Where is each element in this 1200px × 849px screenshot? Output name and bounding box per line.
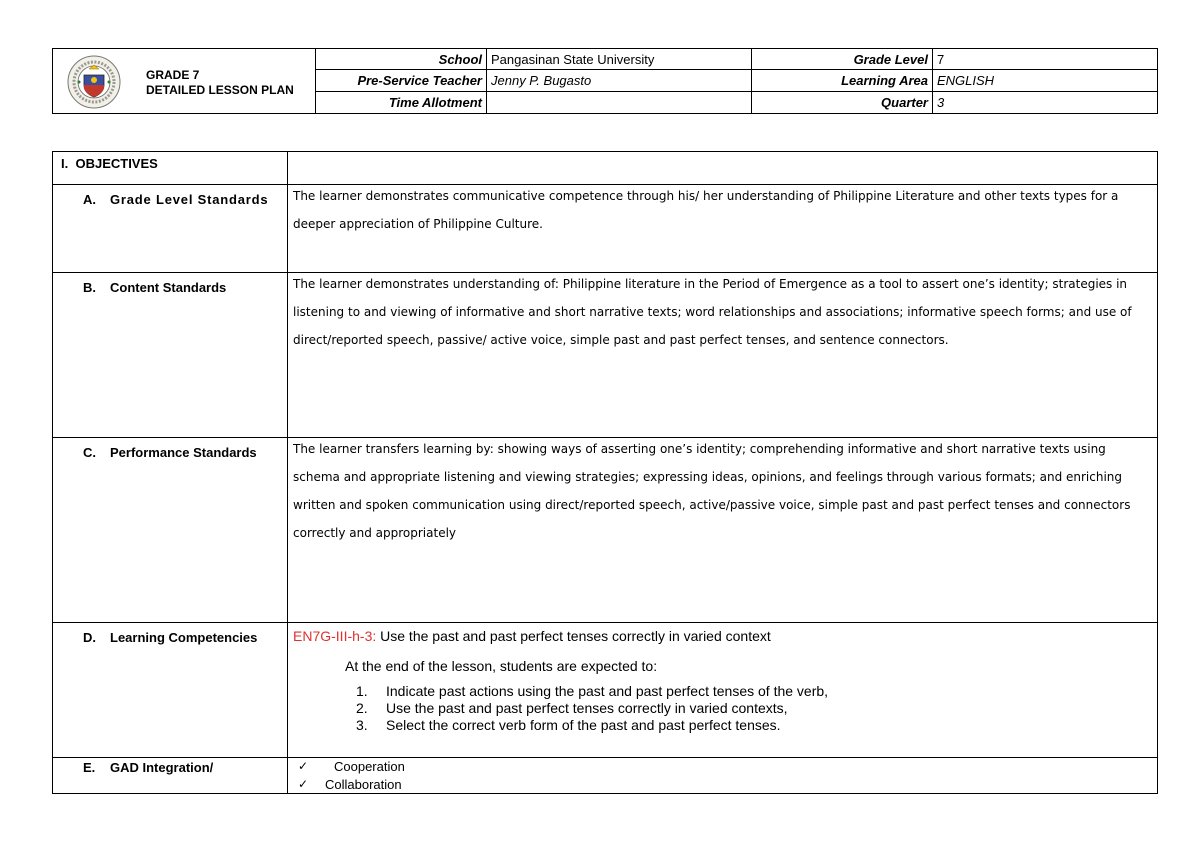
plan-title-line2: DETAILED LESSON PLAN (146, 83, 294, 97)
paragraph: listening to and viewing of informative and short narrative texts; word relationships and associations; informative speech forms; and use of (293, 305, 1132, 319)
list-item: 2. Use the past and past perfect tenses correctly in varied contexts, (356, 700, 788, 716)
competency-code: EN7G-III-h-3: (293, 628, 377, 644)
header-info-grid (316, 49, 1157, 113)
list-item: 3. Select the correct verb form of the past and past perfect tenses. (356, 717, 781, 733)
teacher-label: Pre-Service Teacher (316, 70, 487, 91)
checkmark-icon: ✓ (298, 777, 309, 791)
performance-standards-row (53, 438, 1157, 623)
paragraph: The learner demonstrates understanding of: Philippine literature in the Period of Emergence as a tool to assert one’s identity; strategies in (293, 277, 1128, 291)
competency-intro: At the end of the lesson, students are expected to: (345, 658, 658, 674)
list-item: ✓ Cooperation (298, 759, 405, 774)
paragraph: written and spoken communication using direct/reported speech, active/passive voice, simple past and past perfect tenses and connectors (293, 498, 1131, 512)
paragraph: deeper appreciation of Philippine Culture. (293, 217, 543, 231)
list-item: 1. Indicate past actions using the past and past perfect tenses of the verb, (356, 683, 829, 699)
learning-competencies-label: Learning Competencies (110, 630, 258, 645)
quarter-label: Quarter (752, 92, 933, 113)
content-standards-label-cell (53, 273, 288, 437)
gad-integration-label: GAD Integration/ (110, 760, 214, 775)
grade-level-standards-label: Grade Level Standards (110, 192, 269, 207)
objectives-heading-value (288, 152, 1157, 184)
header-row-school (316, 49, 1157, 70)
school-value: Pangasinan State University (487, 49, 752, 69)
learning-competencies-text (288, 623, 1157, 757)
time-allotment-value (487, 92, 752, 113)
plan-title (146, 68, 294, 98)
content-standards-label: Content Standards (110, 280, 227, 295)
paragraph: direct/reported speech, passive/ active voice, simple past and past perfect tenses, and sentence connectors. (293, 333, 949, 347)
grade-level-value: 7 (937, 52, 945, 67)
grade-level-label: Grade Level (752, 49, 933, 69)
performance-standards-label-cell (53, 438, 288, 622)
plan-title-line1: GRADE 7 (146, 68, 200, 82)
row-letter: E. (83, 760, 96, 775)
gad-integration-label-cell (53, 758, 288, 793)
row-letter: B. (83, 280, 96, 295)
paragraph: correctly and appropriately (293, 526, 457, 540)
competency-list (293, 683, 1149, 734)
learning-area-label: Learning Area (752, 70, 933, 91)
objectives-heading-cell (53, 152, 288, 184)
header-row-time (316, 92, 1157, 113)
row-letter: C. (83, 445, 96, 460)
deped-seal-icon (67, 55, 121, 109)
paragraph: The learner demonstrates communicative competence through his/ her understanding of Philippine Literature and other texts types for a (293, 189, 1119, 203)
school-label: School (316, 49, 487, 69)
objectives-table (52, 151, 1158, 794)
grade-level-standards-label-cell (53, 185, 288, 272)
logo-cell (53, 49, 316, 113)
header-row-teacher (316, 70, 1157, 92)
content-standards-row (53, 273, 1157, 438)
gad-integration-row (53, 758, 1157, 793)
grade-level-standards-row (53, 185, 1157, 273)
row-letter: D. (83, 630, 96, 645)
grade-level-standards-text (288, 185, 1157, 272)
teacher-value: Jenny P. Bugasto (487, 70, 752, 91)
paragraph: The learner transfers learning by: showing ways of asserting one’s identity; comprehending informative and short narrative texts using (293, 442, 1106, 456)
performance-standards-text (288, 438, 1157, 622)
competency-line (293, 628, 1149, 645)
row-letter: A. (83, 192, 96, 207)
competency-text: Use the past and past perfect tenses correctly in varied context (376, 628, 771, 644)
performance-standards-label: Performance Standards (110, 445, 257, 460)
objectives-heading-row (53, 152, 1157, 185)
objectives-heading: I. OBJECTIVES (61, 156, 158, 171)
quarter-value: 3 (937, 95, 945, 110)
learning-competencies-label-cell (53, 623, 288, 757)
paragraph: schema and appropriate listening and viewing strategies; expressing ideas, opinions, and feelings through various formats; and enriching (293, 470, 1123, 484)
lesson-plan-header (52, 48, 1158, 114)
checkmark-icon: ✓ (298, 759, 309, 773)
content-standards-text (288, 273, 1157, 437)
list-item: ✓ Collaboration (298, 777, 402, 792)
learning-area-value: ENGLISH (937, 73, 995, 88)
learning-competencies-row (53, 623, 1157, 758)
gad-integration-values (288, 758, 1157, 793)
time-allotment-label: Time Allotment (316, 92, 487, 113)
